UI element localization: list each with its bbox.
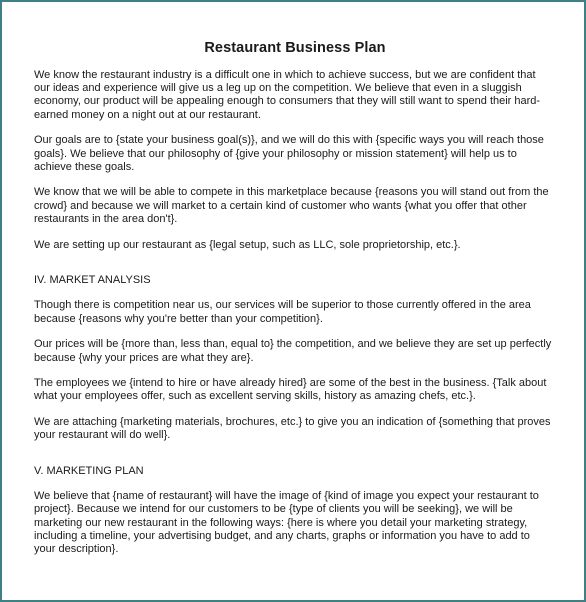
intro-paragraph-1: We know the restaurant industry is a difficult one in which to achieve success, but we are confident that our ideas and experience will give us a leg up on the competition. We believe that even in a sluggish economy, our product will be appealing enough to consumers that they will still want to spend their hard-earned money on a night out at our restaurant.: [34, 69, 541, 121]
marketing-plan-heading: V. MARKETING PLAN: [34, 464, 144, 477]
market-analysis-paragraph-3: The employees we {intend to hire or have already hired} are some of the best in the business. {Talk about what your employees offer, such as excellent serving skills, history as amazing chefs, etc.}.: [34, 377, 547, 403]
intro-paragraph-2: Our goals are to {state your business goal(s)}, and we will do this with {specific ways you will reach those goals}. We believe that our philosophy of {give your philosophy or mission statement} will help us to achieve these goals.: [34, 134, 544, 173]
intro-paragraph-3: We know that we will be able to compete in this marketplace because {reasons you will stand out from the crowd} and because we will market to a certain kind of customer who wants {what you offer that other restaurants in the area don't}.: [34, 186, 549, 225]
marketing-plan-paragraph-1: We believe that {name of restaurant} will have the image of {kind of image you expect your restaurant to project}. Because we intend for our customers to be {type of clients you will be seeking}, we will be marketing our new restaurant in the following ways: {here is where you detail your marketing strategy, including a timeline, your advertising budget, and any charts, graphs or information you have to add to your description}.: [34, 490, 539, 556]
market-analysis-paragraph-1: Though there is competition near us, our services will be superior to those currently offered in the area because {reasons why you're better than your competition}.: [34, 299, 531, 325]
market-analysis-paragraph-4: We are attaching {marketing materials, brochures, etc.} to give you an indication of {something that proves your restaurant will do well}.: [34, 416, 551, 442]
document-page: [34, 40, 554, 569]
document-title: Restaurant Business Plan: [204, 40, 386, 56]
market-analysis-paragraph-2: Our prices will be {more than, less than, equal to} the competition, and we believe they are set up perfectly because {why your prices are what they are}.: [34, 338, 552, 364]
market-analysis-heading: IV. MARKET ANALYSIS: [34, 273, 151, 286]
intro-paragraph-4: We are setting up our restaurant as {legal setup, such as LLC, sole proprietorship, etc.}.: [34, 238, 461, 251]
